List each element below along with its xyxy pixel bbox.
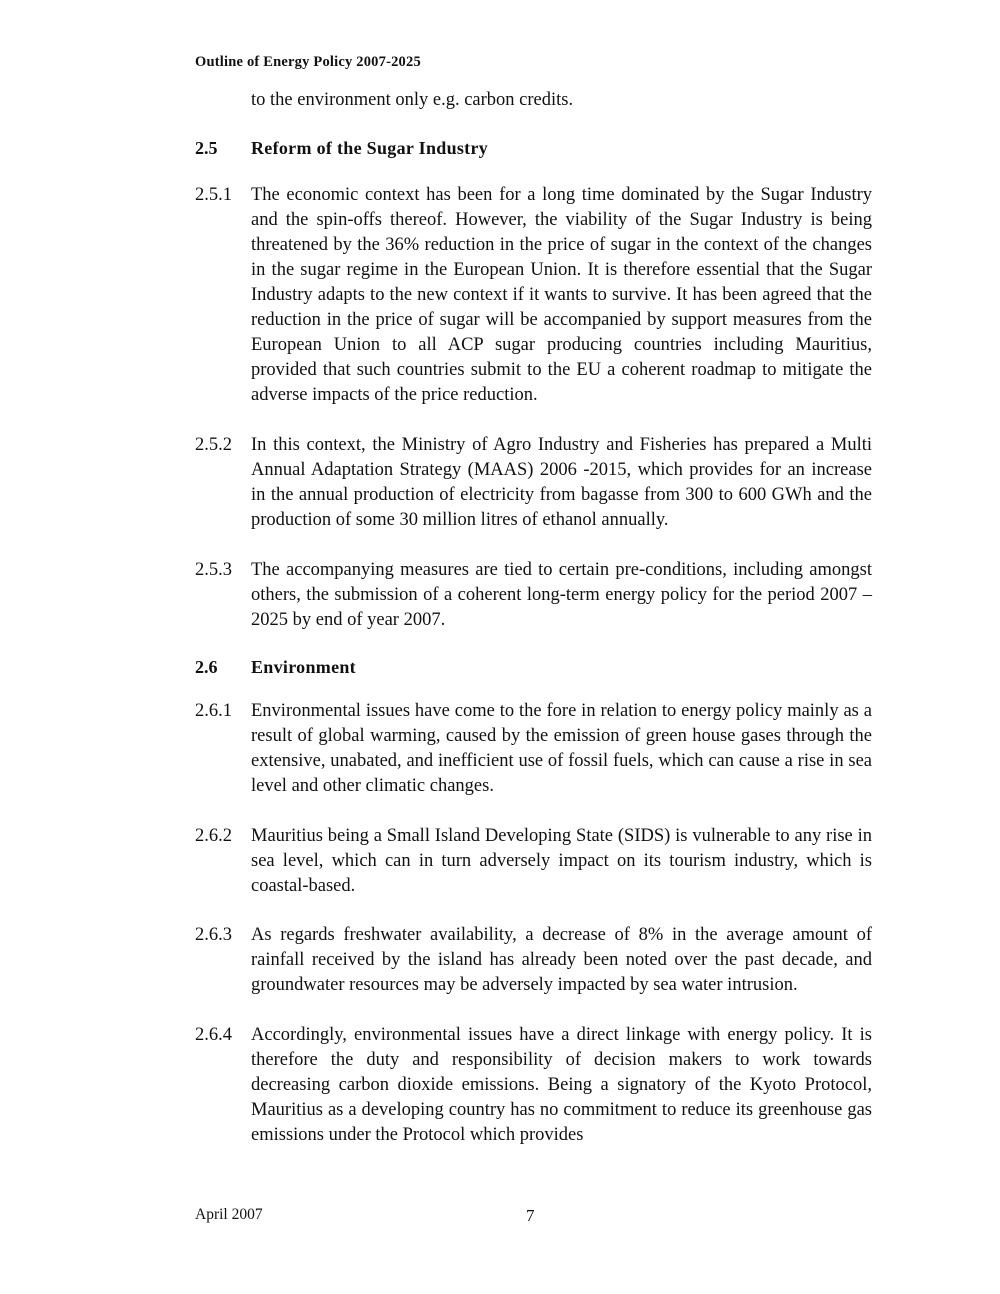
paragraph-2-6-3 bbox=[195, 923, 872, 998]
document-body bbox=[195, 88, 872, 1148]
section-heading-2-5 bbox=[195, 136, 872, 161]
paragraph-text: Accordingly, environmental issues have a direct linkage with energy policy. It is therefore the duty and responsibility of decision makers to work towards decreasing carbon dioxide emissions. Being a signatory of the Kyoto Protocol, Mauritius as a developing country has no commitment to reduce its greenhouse gas emissions under the Protocol which provides bbox=[251, 1025, 872, 1145]
footer-date: April 2007 bbox=[195, 1206, 263, 1223]
section-title: Environment bbox=[251, 657, 356, 677]
paragraph-2-5-3 bbox=[195, 558, 872, 633]
section-number: 2.6 bbox=[195, 657, 218, 677]
paragraph-2-6-4 bbox=[195, 1023, 872, 1148]
paragraph-number: 2.6.2 bbox=[195, 826, 232, 846]
paragraph-number: 2.6.4 bbox=[195, 1025, 232, 1045]
paragraph-text: The economic context has been for a long time dominated by the Sugar Industry and the spin-offs thereof. However, the viability of the Sugar Industry is being threatened by the 36% reduction in the price of sugar in the context of the changes in the sugar regime in the European Union. It is therefore essential that the Sugar Industry adapts to the new context if it wants to survive. It has been agreed that the reduction in the price of sugar will be accompanied by support measures from the European Union to all ACP sugar producing countries including Mauritius, provided that such countries submit to the EU a coherent roadmap to mitigate the adverse impacts of the price reduction. bbox=[251, 185, 872, 405]
paragraph-text: Environmental issues have come to the fore in relation to energy policy mainly as a result of global warming, caused by the emission of green house gases through the extensive, unabated, and inefficient use of fossil fuels, which can cause a rise in sea level and other climatic changes. bbox=[251, 701, 872, 796]
paragraph-number: 2.5.1 bbox=[195, 185, 232, 205]
paragraph-2-6-2 bbox=[195, 824, 872, 899]
section-heading-2-6 bbox=[195, 655, 872, 680]
paragraph-2-5-1 bbox=[195, 183, 872, 408]
paragraph-number: 2.6.1 bbox=[195, 701, 232, 721]
paragraph-number: 2.5.2 bbox=[195, 435, 232, 455]
section-title: Reform of the Sugar Industry bbox=[251, 138, 489, 158]
paragraph-text: As regards freshwater availability, a decrease of 8% in the average amount of rainfall received by the island has already been noted over the past decade, and groundwater resources may be adversely impacted by sea water intrusion. bbox=[251, 925, 872, 995]
section-number: 2.5 bbox=[195, 138, 218, 158]
paragraph-2-6-1 bbox=[195, 699, 872, 799]
running-header: Outline of Energy Policy 2007-2025 bbox=[195, 54, 421, 70]
paragraph-number: 2.6.3 bbox=[195, 925, 232, 945]
paragraph-text: The accompanying measures are tied to certain pre-conditions, including amongst others, the submission of a coherent long-term energy policy for the period 2007 – 2025 by end of year 2007. bbox=[251, 560, 872, 630]
continuation-text: to the environment only e.g. carbon credits. bbox=[251, 90, 574, 110]
paragraph-text: Mauritius being a Small Island Developing State (SIDS) is vulnerable to any rise in sea level, which can in turn adversely impact on its tourism industry, which is coastal-based. bbox=[251, 826, 872, 896]
paragraph-number: 2.5.3 bbox=[195, 560, 232, 580]
page-number: 7 bbox=[526, 1206, 535, 1225]
paragraph-2-5-2 bbox=[195, 433, 872, 533]
paragraph-text: In this context, the Ministry of Agro Industry and Fisheries has prepared a Multi Annual Adaptation Strategy (MAAS) 2006 -2015, which provides for an increase in the annual production of electricity from bagasse from 300 to 600 GWh and the production of some 30 million litres of ethanol annually. bbox=[251, 435, 872, 530]
